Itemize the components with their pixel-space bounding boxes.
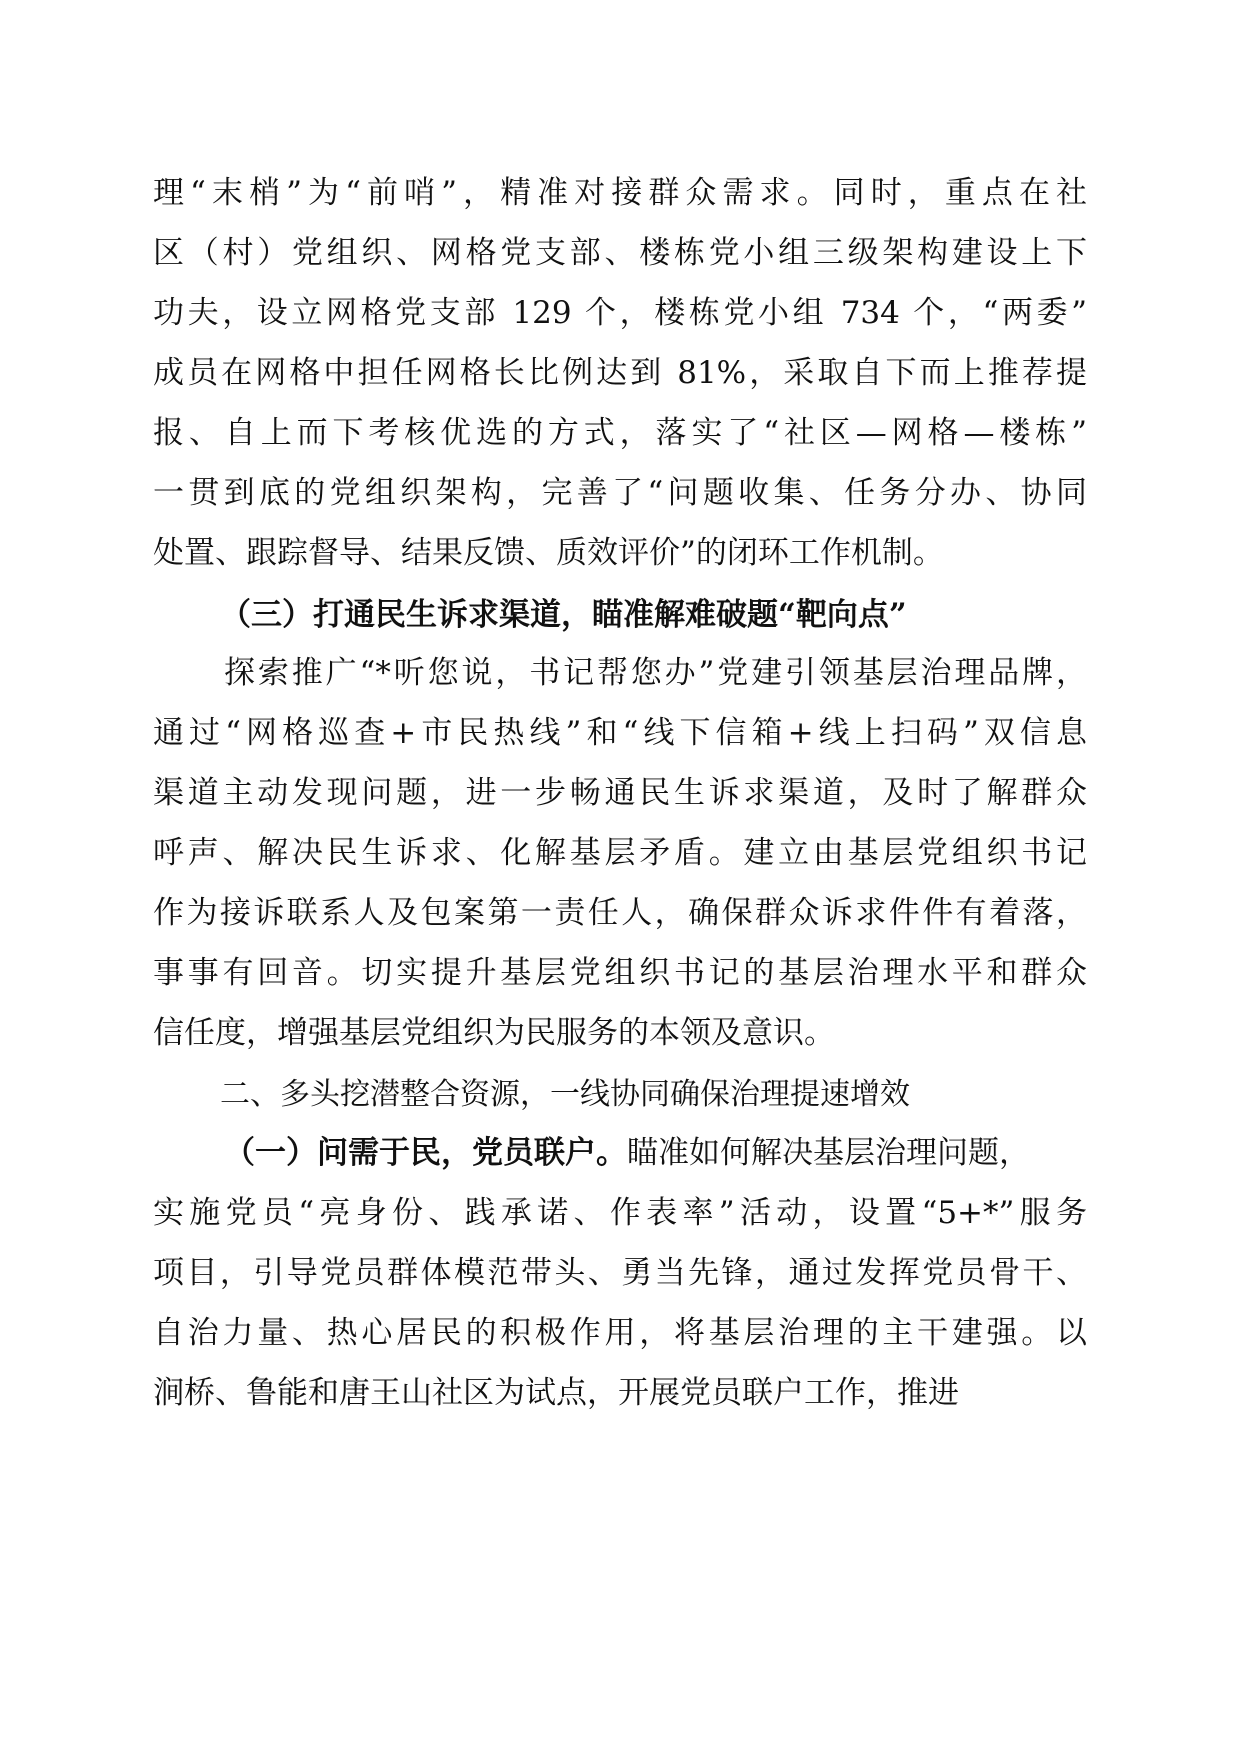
- paragraph-line-16: 实施党员“亮身份、践承诺、作表率”活动，设置“5+*”服务: [153, 1195, 1087, 1231]
- paragraph-line-1: 理“末梢”为“前哨”，精准对接群众需求。同时，重点在社: [153, 175, 1087, 211]
- chapter-heading-2: 二、多头挖潜整合资源，一线协同确保治理提速增效: [220, 1077, 910, 1112]
- paragraph-line-19: 涧桥、鲁能和唐王山社区为试点，开展党员联户工作，推进: [153, 1375, 959, 1411]
- paragraph-line-7: 处置、跟踪督导、结果反馈、质效评价”的闭环工作机制。: [153, 535, 944, 571]
- paragraph-line-3: 功夫，设立网格党支部 129 个，楼栋党小组 734 个，“两委”: [153, 295, 1087, 331]
- section-heading-3: （三）打通民生诉求渠道，瞄准解难破题“靶向点”: [220, 597, 907, 633]
- subsection-heading-1: （一）问需于民，党员联户。: [224, 1135, 627, 1171]
- paragraph-line-15-text: 瞄准如何解决基层治理问题，: [627, 1135, 1030, 1171]
- paragraph-line-2: 区（村）党组织、网格党支部、楼栋党小组三级架构建设上下: [153, 235, 1087, 271]
- paragraph-line-11: 呼声、解决民生诉求、化解基层矛盾。建立由基层党组织书记: [153, 835, 1087, 871]
- paragraph-line-9: 通过“网格巡查+市民热线”和“线下信箱+线上扫码”双信息: [153, 715, 1087, 751]
- paragraph-line-17: 项目，引导党员群体模范带头、勇当先锋，通过发挥党员骨干、: [153, 1255, 1087, 1291]
- paragraph-line-18: 自治力量、热心居民的积极作用，将基层治理的主干建强。以: [153, 1315, 1087, 1351]
- paragraph-line-14: 信任度，增强基层党组织为民服务的本领及意识。: [153, 1015, 835, 1051]
- paragraph-line-15: [224, 1133, 1030, 1173]
- paragraph-line-13: 事事有回音。切实提升基层党组织书记的基层治理水平和群众: [153, 955, 1087, 991]
- paragraph-line-10: 渠道主动发现问题，进一步畅通民生诉求渠道，及时了解群众: [153, 775, 1087, 811]
- paragraph-line-6: 一贯到底的党组织架构，完善了“问题收集、任务分办、协同: [153, 475, 1087, 511]
- paragraph-line-8: 探索推广“*听您说，书记帮您办”党建引领基层治理品牌，: [224, 655, 1087, 691]
- paragraph-line-12: 作为接诉联系人及包案第一责任人，确保群众诉求件件有着落，: [153, 895, 1087, 931]
- paragraph-line-5: 报、自上而下考核优选的方式，落实了“社区—网格—楼栋”: [153, 415, 1087, 451]
- paragraph-line-4: 成员在网格中担任网格长比例达到 81%，采取自下而上推荐提: [153, 355, 1087, 391]
